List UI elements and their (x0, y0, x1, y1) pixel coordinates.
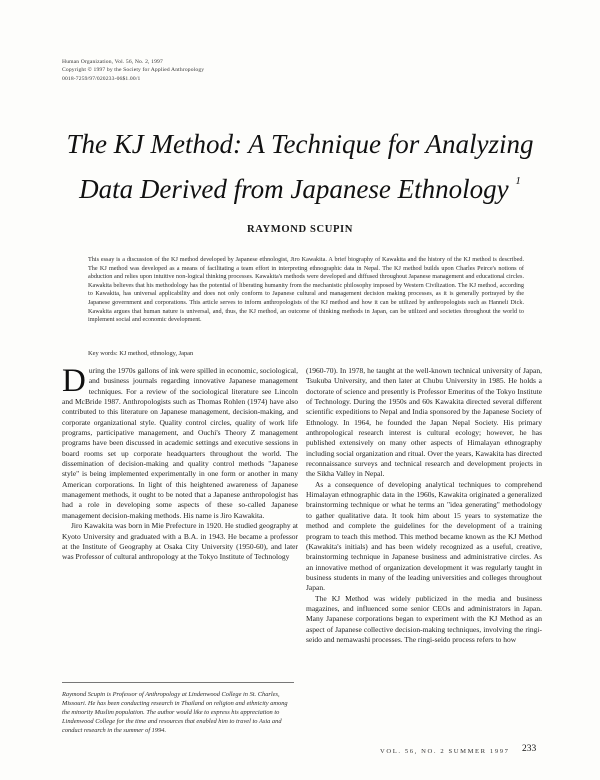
right-column (306, 366, 542, 645)
paragraph: (1960-70). In 1978, he taught at the well-known technical university of Japan, Tsukuba University, and then later at Chubu University in 1985. He holds a doctorate of science and presently is Professor Emeritus of the Tokyo Institute of Technology. During the 1950s and 60s Kawakita directed several different scientific expeditions to Nepal and India sponsored by the Japanese Society of Ethnology. In 1964, he founded the Japan Nepal Society. His primary anthropological research interest is cultural ecology; however, he has published extensively on many other aspects of Himalayan ethnography including social organization and ritual. Over the years, Kawakita has directed reconnaissance surveys and technical research and development projects in the Sikha Valley in Nepal. (306, 366, 542, 479)
title-footnote-mark: 1 (515, 175, 521, 187)
keywords: Key words: KJ method, ethnology, Japan (88, 350, 194, 357)
journal-header (62, 58, 204, 83)
left-column (62, 363, 298, 563)
header-copyright: Copyright © 1997 by the Society for Applied Anthropology (62, 67, 205, 74)
issue-footer: VOL. 56, NO. 2 SUMMER 1997 (380, 748, 510, 755)
abstract: This essay is a discussion of the KJ method developed by Japanese ethnologist, Jiro Kawakita. A brief biography of Kawakita and the history of the KJ method is described. The KJ method was developed as a means of facilitating a team effort in interpreting ethnographic data in Nepal. The KJ method builds upon Charles Peirce's notions of abduction and relies upon intuitive non-logical thinking processes. Kawakita's methods were developed and diffused throughout Japanese management and educational circles. Kawakita believes that his methodology has the potential of liberating humanity from the mechanistic philosophy imposed by Western Civilization. The KJ method, according to Kawakita, has universal applicability and does not only conform to Japanese cultural and management decision making processes, as it is generally portrayed by the Japanese government and corporations. This article serves to inform anthropologists of the KJ method and how it can be utilized by anthropologists such as Hanneli Dick. Kawakita argues that human nature is universal, and, thus, the KJ method, an outcome of thinking methods in Japan, can be utilized and societies throughout the world to implement social and economic development. (88, 256, 524, 324)
header-issn: 0018-7259/97/020233-06$1.00/1 (62, 75, 141, 82)
paragraph: As a consequence of developing analytical techniques to comprehend Himalayan ethnographic data in the 1960s, Kawakita originated a generalized brainstorming technique or what he terms an "idea generating" methodology to gather qualitative data. It took him about 15 years to systematize the method and complete the guidelines for the development of a training program to teach this method. This method became known as the KJ Method (Kawakita's initials) and has been widely recognized as a useful, creative, brainstorming technique in Japanese business and administrative circles. As an innovative method of organization development it was regularly taught in business students in many of the leading universities and colleges throughout Japan. (306, 479, 542, 593)
author-name: RAYMOND SCUPIN (246, 224, 353, 235)
drop-cap: D (62, 363, 86, 399)
paragraph: During the 1970s gallons of ink were spilled in economic, sociological, and business journals regarding innovative Japanese management techniques. For a review of the sociological literature see Lincoln and McBride 1987. Anthropologists such as Thomas Rohlen (1974) have also contributed to this literature on Japanese management, decision-making, and corporate organizational style. Quality control circles, quality of work life programs, participative management, and Ouchi's Theory Z management programs have been discussed in academic settings and executive sessions in board rooms set up corporate headquarters throughout the world. The dissemination of decision-making and quality control methods "Japanese style" is being implemented experimentally in one form or another in many American corporations. In light of this heightened awareness of Japanese management methods, it ought to be noted that a Japanese anthropologist has had a role in developing some aspects of these so-called Japanese management decision-making methods. His name is Jiro Kawakita. (62, 363, 298, 520)
header-citation: Human Organization, Vol. 56, No. 2, 1997 (62, 59, 163, 65)
page-number: 233 (522, 744, 537, 754)
paragraph: Jiro Kawakita was born in Mie Prefecture in 1920. He studied geography at Kyoto University and graduated with a B.A. in 1943. He became a professor at the Institute of Geography at Osaka City University (1950-60), and later was Professor of cultural anthropology at the Tokyo Institute of Technology (62, 521, 298, 562)
author-footnote: Raymond Scupin is Professor of Anthropology at Lindenwood College in St. Charles, Missouri. He has been conducting research in Thailand on religion and ethnicity among the minority Muslim population. The author would like to express his appreciation to Lindenwood College for the time and resources that enabled him to travel to Asia and conduct research in the summer of 1994. (62, 682, 294, 736)
title-line-2: Data Derived from Japanese Ethnology $^1$ (79, 174, 521, 204)
article-title (40, 126, 560, 208)
paragraph: The KJ Method was widely publicized in the media and business magazines, and influenced some senior CEOs and administrators in Japan. Many Japanese corporations began to experiment with the KJ Method as an aspect of Japanese collective decision-making techniques, involving the ringi-seido and nemawashi processes. The ringi-seido process refers to how (306, 593, 542, 644)
title-line-1: The KJ Method: A Technique for Analyzing (66, 129, 534, 159)
